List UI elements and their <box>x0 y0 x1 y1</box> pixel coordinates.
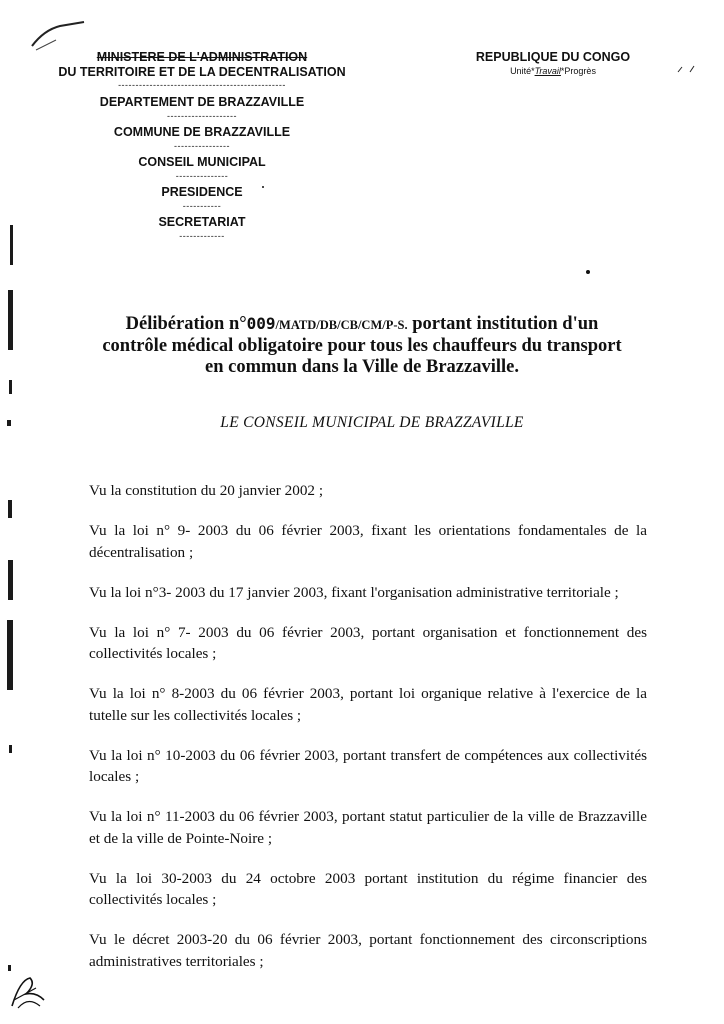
secretariat-label: SECRETARIAT <box>158 215 246 229</box>
consideration-item: Vu la loi n° 10-2003 du 06 février 2003, portant transfert de compétences aux collectivités locales ; <box>89 746 647 785</box>
ministry-line-2: DU TERRITOIRE ET DE LA DECENTRALISATION <box>58 65 346 79</box>
consideration-item: Vu la loi n° 7- 2003 du 06 février 2003, portant organisation et fonctionnement des collectivités locales ; <box>89 623 647 662</box>
scan-dot <box>586 270 590 274</box>
ministry-line-1: MINISTERE DE L'ADMINISTRATION <box>96 50 308 64</box>
handwritten-initials <box>6 970 50 1014</box>
deliberation-reference: /MATD/DB/CB/CM/P-S. <box>275 318 408 332</box>
separator: --------------- <box>175 171 229 181</box>
separator: ------------- <box>179 231 225 241</box>
scan-dot <box>262 186 264 188</box>
consideration-item: Vu la constitution du 20 janvier 2002 ; <box>89 482 324 499</box>
deliberation-title <box>60 313 664 378</box>
title-line-2: contrôle médical obligatoire pour tous les chauffeurs du transport <box>102 336 622 356</box>
separator: ------------------------------------------------ <box>118 80 286 90</box>
council-label: CONSEIL MUNICIPAL <box>138 155 266 169</box>
department-label: DEPARTEMENT DE BRAZZAVILLE <box>99 95 305 109</box>
republic-header <box>458 50 648 77</box>
separator: ---------------- <box>174 141 230 151</box>
consideration-item: Vu la loi 30-2003 du 24 octobre 2003 portant institution du régime financier des collectivités locales ; <box>89 869 647 908</box>
title-prefix: Délibération n° <box>125 314 247 334</box>
deliberation-number: 009 <box>246 314 276 333</box>
consideration-item: Vu la loi n°3- 2003 du 17 janvier 2003, fixant l'organisation administrative territoriale ; <box>89 583 619 601</box>
motto-end: *Progrès <box>560 66 596 76</box>
consideration-item: Vu le décret 2003-20 du 06 février 2003, portant fonctionnement des circonscriptions administratives territoriales ; <box>89 931 647 970</box>
national-motto <box>458 65 648 77</box>
consideration-item: Vu la loi n° 8-2003 du 06 février 2003, portant loi organique relative à l'exercice de la tutelle sur les collectivités locales ; <box>89 685 647 724</box>
consideration-item: Vu la loi n° 11-2003 du 06 février 2003, portant statut particulier de la ville de Brazzaville et de la ville de Pointe-Noire ; <box>89 808 647 847</box>
issuing-authority-block <box>22 50 382 245</box>
considerations-list <box>89 480 647 991</box>
separator: -------------------- <box>167 111 237 121</box>
separator: ----------- <box>182 201 222 211</box>
presidence-label: PRESIDENCE <box>161 185 243 199</box>
consideration-item: Vu la loi n° 9- 2003 du 06 février 2003, fixant les orientations fondamentales de la décentralisation ; <box>89 522 647 561</box>
motto-start: Unité* <box>510 66 535 76</box>
title-line-3: en commun dans la Ville de Brazzaville. <box>205 357 519 377</box>
republic-name: REPUBLIQUE DU CONGO <box>475 50 631 64</box>
council-heading: LE CONSEIL MUNICIPAL DE BRAZZAVILLE <box>220 414 524 431</box>
title-line-1: portant institution d'un <box>407 314 599 334</box>
motto-mid: Travail <box>534 66 561 76</box>
scan-tick-mark <box>676 64 698 74</box>
commune-label: COMMUNE DE BRAZZAVILLE <box>113 125 291 139</box>
